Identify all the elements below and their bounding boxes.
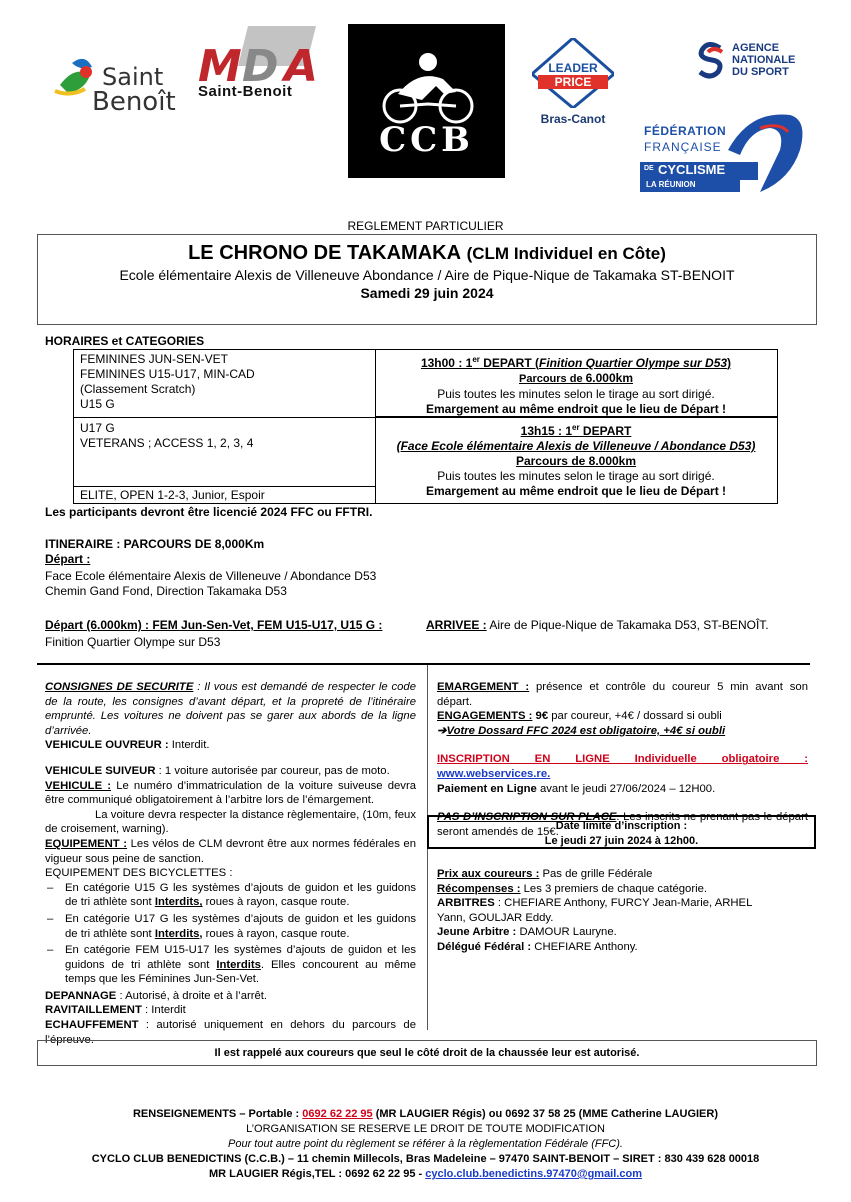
vehicule-suiveur: VEHICULE SUIVEUR : 1 voiture autorisée par coureur, pas de moto. [45,764,390,777]
club-info: CYCLO CLUB BENEDICTINS (C.C.B.) – 11 chemin Millecols, Bras Madeleine – 97470 SAINT-BENOIT – SIRET : 830 439 628 00018 [91,1153,760,1165]
event-date: Samedi 29 juin 2024 [360,285,494,301]
row2-face: (Face Ecole élémentaire Alexis de Villeneuve / Abondance D53) [396,439,756,453]
row2-schedule [378,420,774,499]
saint-benoit-line2: Benoît [92,87,176,117]
itineraire-heading: ITINERAIRE : PARCOURS DE 8,000Km [45,537,265,551]
prix: Prix aux coureurs : Pas de grille Fédérale [437,868,653,880]
section-rule [37,663,810,665]
ans-s-icon [696,40,726,80]
vehicule: VEHICULE : Le numéro d’immatriculation de la voiture suiveuse devra être communiqué obligatoirement à l’arbitre lors de l’émargement. [45,779,417,807]
title-sub: (CLM Individuel en Côte) [466,244,666,263]
row2-tirage: Puis toutes les minutes selon le tirage au sort dirigé. [437,469,715,483]
cat-line: U17 G [80,421,115,435]
ans-line3: DU SPORT [732,66,789,78]
deadline-line1: Date limite d’inscription : [555,820,688,832]
event-location: Ecole élémentaire Alexis de Villeneuve Abondance / Aire de Pique-Nique de Takamaka ST-BENOIT [119,267,735,283]
engagements: ENGAGEMENTS : 9€ par coureur, +4€ / dossard si oubli [437,710,722,723]
leader-line2: PRICE [538,75,608,89]
ans-line1: AGENCE [732,42,780,54]
cat-line: FEMININES JUN-SEN-VET [80,352,229,366]
row2-categories [80,421,370,451]
page-title [38,241,816,266]
row1-schedule [378,352,774,417]
delegue-federal: Délégué Fédéral : CHEFIARE Anthony. [437,940,638,953]
ffc-line2: FRANÇAISE [644,140,722,154]
ffc-line4: LA RÉUNION [646,180,696,189]
cat-line: VETERANS ; ACCESS 1, 2, 3, 4 [80,436,254,450]
row1-emargement: Emargement au même endroit que le lieu de Départ ! [425,402,727,416]
row1-parcours: Parcours de 6.000km [518,371,633,385]
dossard-note: ➔Votre Dossard FFC 2024 est obligatoire, +4€ si oubli [437,724,726,737]
emargement: EMARGEMENT : présence et contrôle du coureur 5 min avant son départ. [437,681,808,708]
jeune-arbitre: Jeune Arbitre : DAMOUR Lauryne. [437,926,617,939]
row3-categories: ELITE, OPEN 1-2-3, Junior, Espoir [80,488,265,502]
arrivee: ARRIVEE : Aire de Pique-Nique de Takamaka D53, ST-BENOÎT. [426,618,769,632]
depart6-label: Départ (6.000km) : FEM Jun-Sen-Vet, FEM U15-U17, U15 G : [45,618,383,632]
row2-emargement: Emargement au même endroit que le lieu de Départ ! [425,484,727,498]
saint-benoit-logo [50,45,175,130]
inscription-link[interactable]: www.webservices.re. [437,767,551,780]
depart-label: Départ : [45,552,91,566]
contact: MR LAUGIER Régis,TEL : 0692 62 22 95 - cyclo.club.benedictins.97470@gmail.com [209,1168,642,1180]
paiement: Paiement en Ligne avant le jeudi 27/06/2024 – 12H00. [437,782,716,795]
cat-line: FEMININES U15-U17, MIN-CAD [80,367,255,381]
consignes: CONSIGNES DE SECURITE : Il vous est demandé de respecter le code de la route, les consignes d’avant départ, et la propreté de l’itinéraire emprunté. Les voitures ne doivent pas se garer aux abords de la ligne d’arrivée. [45,681,416,737]
deadline-line2: Le jeudi 27 juin 2024 à 12h00. [544,835,699,847]
deadline-box [427,815,816,849]
arbitres: ARBITRES : CHEFIARE Anthony, FURCY Jean-Marie, ARHEL Yann, GOULJAR Eddy. [437,897,752,924]
reglement-label: REGLEMENT PARTICULIER [347,219,504,233]
ccb-logo [348,24,505,178]
cat-line: (Classement Scratch) [80,382,196,396]
list-item: – En catégorie FEM U15-U17 les systèmes d’ajouts de guidon et les guidons de tri athlète sont Interdits. Elles concourent au même temps que les Féminines Jun-Sen-Vet. [65,943,416,987]
vehicule-ouvreur: VEHICULE OUVREUR : Interdit. [45,739,210,752]
organisation-note: L’ORGANISATION SE RESERVE LE DROIT DE TOUTE MODIFICATION [246,1123,605,1135]
leader-line1: LEADER [548,61,598,75]
row1-tirage: Puis toutes les minutes selon le tirage au sort dirigé. [437,387,715,401]
contact-email-link[interactable]: cyclo.club.benedictins.97470@gmail.com [425,1168,642,1180]
left-column [45,680,416,1047]
ffc-line3: CYCLISME [658,162,726,177]
equipement-bicyclettes: EQUIPEMENT DES BICYCLETTES : [45,867,233,880]
leader-price-logo [532,38,614,133]
row2-parcours: Parcours de 8.000km [515,454,637,468]
vehicule-distance: La voiture devra respecter la distance règlementaire, (10m, feux de croisement, warning). [45,808,416,836]
svg-text:D: D [242,41,279,92]
ravitaillement: RAVITAILLEMENT : Interdit [45,1004,186,1017]
title-main: LE CHRONO DE TAKAMAKA [188,242,462,264]
ffc-de: DE [644,165,654,172]
renseignements: RENSEIGNEMENTS – Portable : 0692 62 22 95 (MR LAUGIER Régis) ou 0692 37 58 25 (MME Catherine LAUGIER) [132,1108,719,1120]
depannage: DEPANNAGE : Autorisé, à droite et à l’arrêt. [45,989,268,1002]
row1-time: 13h00 : 1er DEPART (Finition Quartier Olympe sur D53) [420,355,732,370]
reglement-ref: Pour tout autre point du règlement se référer à la règlementation Fédérale (FFC). [228,1138,623,1150]
saint-benoit-line1: Saint [102,63,164,91]
list-item: – En catégorie U17 G les systèmes d’ajouts de guidon et les guidons de tri athlète sont Interdits, roues à rayon, casque route. [65,912,416,941]
prix-section [437,867,777,955]
list-item: – En catégorie U15 G les systèmes d’ajouts de guidon et les guidons de tri athlète sont Interdits, roues à rayon, casque route. [65,881,416,910]
row2-time: 13h15 : 1er DEPART [520,423,632,438]
title-box [37,234,817,325]
ccb-text: CCB [379,120,474,160]
recompenses: Récompenses : Les 3 premiers de chaque catégorie. [437,882,708,895]
depart-line1: Face Ecole élémentaire Alexis de Villeneuve / Abondance D53 [45,569,377,583]
leader-sub: Bras-Canot [540,112,606,126]
equipement: EQUIPEMENT : Les vélos de CLM devront être aux normes fédérales en vigueur sous peine de sanction. [45,837,416,865]
depart-line2: Chemin Gand Fond, Direction Takamaka D53 [45,584,287,598]
mda-subtitle: Saint-Benoit [198,83,293,100]
ans-line2: NATIONALE [732,54,796,66]
ffc-line1: FÉDÉRATION [644,124,727,138]
echauffement: ECHAUFFEMENT : autorisé uniquement en dehors du parcours de l’épreuve. [45,1019,416,1046]
horaires-heading: HORAIRES et CATEGORIES [45,334,205,348]
equipement-list [45,881,416,987]
ffc-logo [640,110,810,195]
right-side-notice: Il est rappelé aux coureurs que seul le côté droit de la chaussée leur est autorisé. [37,1040,817,1066]
ans-logo [696,40,816,85]
cat-line: U15 G [80,397,115,411]
pas-inscription: PAS D’INSCRIPTION SUR PLACE. Les inscrits ne prenant pas le départ seront amendés de 15€. [437,811,808,838]
svg-text:M: M [198,41,242,92]
row1-categories [80,352,370,412]
table-divider-v [375,349,376,503]
footer [0,1107,851,1182]
table-divider-h1-left [73,417,376,418]
mda-logo [196,26,331,101]
inscription-en-ligne: INSCRIPTION EN LIGNE Individuelle obligatoire : www.webservices.re. [437,753,808,780]
table-divider-h2-left [73,486,376,487]
depart6-text: Finition Quartier Olympe sur D53 [45,635,221,649]
licence-note: Les participants devront être licencié 2024 FFC ou FFTRI. [45,505,373,519]
svg-text:A: A [284,41,319,92]
